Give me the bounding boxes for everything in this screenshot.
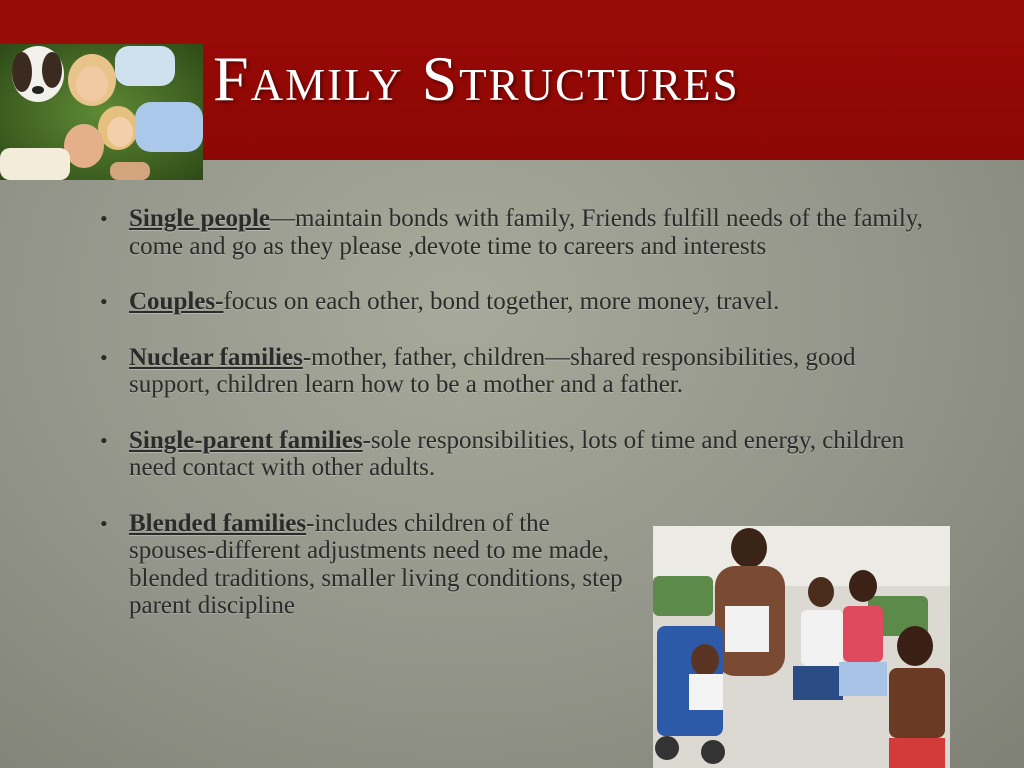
bullet-marker: • xyxy=(100,510,108,536)
description-single-parent-families: -sole responsibilities, lots of time and energy, children need contact with other adults. xyxy=(129,426,905,481)
list-item-couples xyxy=(95,288,935,316)
slide-title: Family Structures xyxy=(213,43,740,114)
list-item-blended-families xyxy=(95,510,629,620)
bullet-marker: • xyxy=(100,344,108,370)
description-nuclear-families: -mother, father, children—shared responsibilities, good support, children learn how to be a mother and a father. xyxy=(129,343,856,398)
term-couples: Couples- xyxy=(129,288,224,315)
term-single-people: Single people xyxy=(129,205,270,232)
bullet-marker: • xyxy=(100,206,108,231)
bullet-marker: • xyxy=(100,289,108,314)
description-single-people: —maintain bonds with family, Friends fulfill needs of the family, come and go as they please ,devote time to careers and interests xyxy=(129,205,923,260)
list-item-single-parent-families xyxy=(95,427,935,482)
term-nuclear-families: Nuclear families xyxy=(129,343,303,371)
description-blended-families: -includes children of the spouses-different adjustments need to me made, blended traditions, smaller living conditions, step parent discipline xyxy=(129,509,623,619)
title-band-strip xyxy=(0,0,1024,44)
term-single-parent-families: Single-parent families xyxy=(129,426,363,454)
term-blended-families: Blended families xyxy=(129,509,307,537)
bullet-marker: • xyxy=(100,427,108,453)
family-on-grass-image xyxy=(0,44,203,180)
list-item-nuclear-families xyxy=(95,344,935,399)
list-item-single-people xyxy=(95,205,935,260)
description-couples: focus on each other, bond together, more money, travel. xyxy=(223,288,780,315)
family-photo xyxy=(0,44,203,180)
mother-with-children-image xyxy=(653,526,950,768)
mother-children-photo xyxy=(653,526,950,768)
